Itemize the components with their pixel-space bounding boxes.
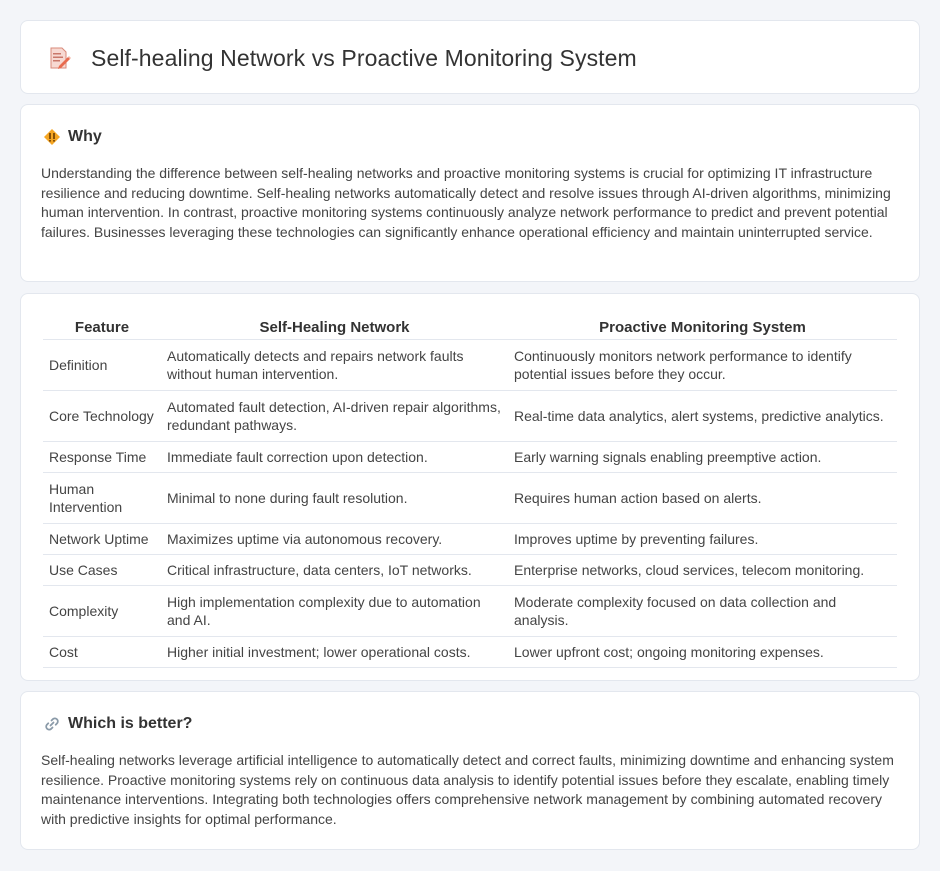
- header-self-healing: Self-Healing Network: [161, 317, 508, 339]
- row-feature: Human Intervention: [43, 472, 161, 523]
- row-feature: Network Uptime: [43, 523, 161, 554]
- row-feature: Complexity: [43, 585, 161, 636]
- header-proactive: Proactive Monitoring System: [508, 317, 897, 339]
- row-proactive: Continuously monitors network performance to identify potential issues before they occur.: [508, 339, 897, 390]
- table-row: [43, 585, 897, 636]
- row-feature: Definition: [43, 339, 161, 390]
- link-icon: [43, 715, 61, 733]
- which-is-better-section: [20, 691, 920, 850]
- table-row: [43, 554, 897, 585]
- better-body: Self-healing networks leverage artificial intelligence to automatically detect and correct faults, minimizing downtime and enhancing system resilience. Proactive monitoring systems rely on continuous data analysis to identify potential issues before they escalate, enabling timely maintenance interventions. Integrating both technologies offers comprehensive network management by combining automated recovery with predictive insights for optimal performance.: [41, 752, 894, 827]
- row-self-healing: Higher initial investment; lower operational costs.: [161, 636, 508, 667]
- row-self-healing: Critical infrastructure, data centers, IoT networks.: [161, 554, 508, 585]
- table-row: [43, 339, 897, 390]
- header-feature: Feature: [43, 317, 161, 339]
- table-row: [43, 441, 897, 472]
- comparison-table-card: [20, 293, 920, 681]
- why-body: Understanding the difference between self-healing networks and proactive monitoring systems is crucial for optimizing IT infrastructure resilience and reducing downtime. Self-healing networks automatically detect and resolve issues through AI-driven algorithms, minimizing human intervention. In contrast, proactive monitoring systems continuously analyze network performance to predict and prevent potential failures. Businesses leveraging these technologies can significantly enhance operational efficiency and maintain uninterrupted service.: [41, 165, 891, 240]
- diamond-warning-icon: [43, 128, 61, 146]
- row-feature: Use Cases: [43, 554, 161, 585]
- row-proactive: Early warning signals enabling preemptive action.: [508, 441, 897, 472]
- comparison-table: [43, 317, 897, 668]
- row-self-healing: Automated fault detection, AI-driven repair algorithms, redundant pathways.: [161, 390, 508, 441]
- row-self-healing: Maximizes uptime via autonomous recovery.: [161, 523, 508, 554]
- row-proactive: Real-time data analytics, alert systems, predictive analytics.: [508, 390, 897, 441]
- row-self-healing: High implementation complexity due to automation and AI.: [161, 585, 508, 636]
- row-feature: Core Technology: [43, 390, 161, 441]
- table-row: [43, 472, 897, 523]
- row-proactive: Enterprise networks, cloud services, telecom monitoring.: [508, 554, 897, 585]
- page-title: Self-healing Network vs Proactive Monitoring System: [91, 44, 637, 71]
- row-proactive: Requires human action based on alerts.: [508, 472, 897, 523]
- table-row: [43, 390, 897, 441]
- header-card: [20, 20, 920, 94]
- row-self-healing: Minimal to none during fault resolution.: [161, 472, 508, 523]
- table-row: [43, 523, 897, 554]
- row-self-healing: Immediate fault correction upon detection.: [161, 441, 508, 472]
- table-row: [43, 636, 897, 667]
- why-section: [20, 104, 920, 282]
- row-feature: Response Time: [43, 441, 161, 472]
- row-proactive: Moderate complexity focused on data collection and analysis.: [508, 585, 897, 636]
- row-proactive: Improves uptime by preventing failures.: [508, 523, 897, 554]
- document-pencil-icon: [47, 46, 71, 70]
- row-proactive: Lower upfront cost; ongoing monitoring expenses.: [508, 636, 897, 667]
- better-title: Which is better?: [68, 715, 193, 732]
- row-self-healing: Automatically detects and repairs network faults without human intervention.: [161, 339, 508, 390]
- why-title: Why: [68, 128, 102, 145]
- table-header-row: [43, 317, 897, 339]
- row-feature: Cost: [43, 636, 161, 667]
